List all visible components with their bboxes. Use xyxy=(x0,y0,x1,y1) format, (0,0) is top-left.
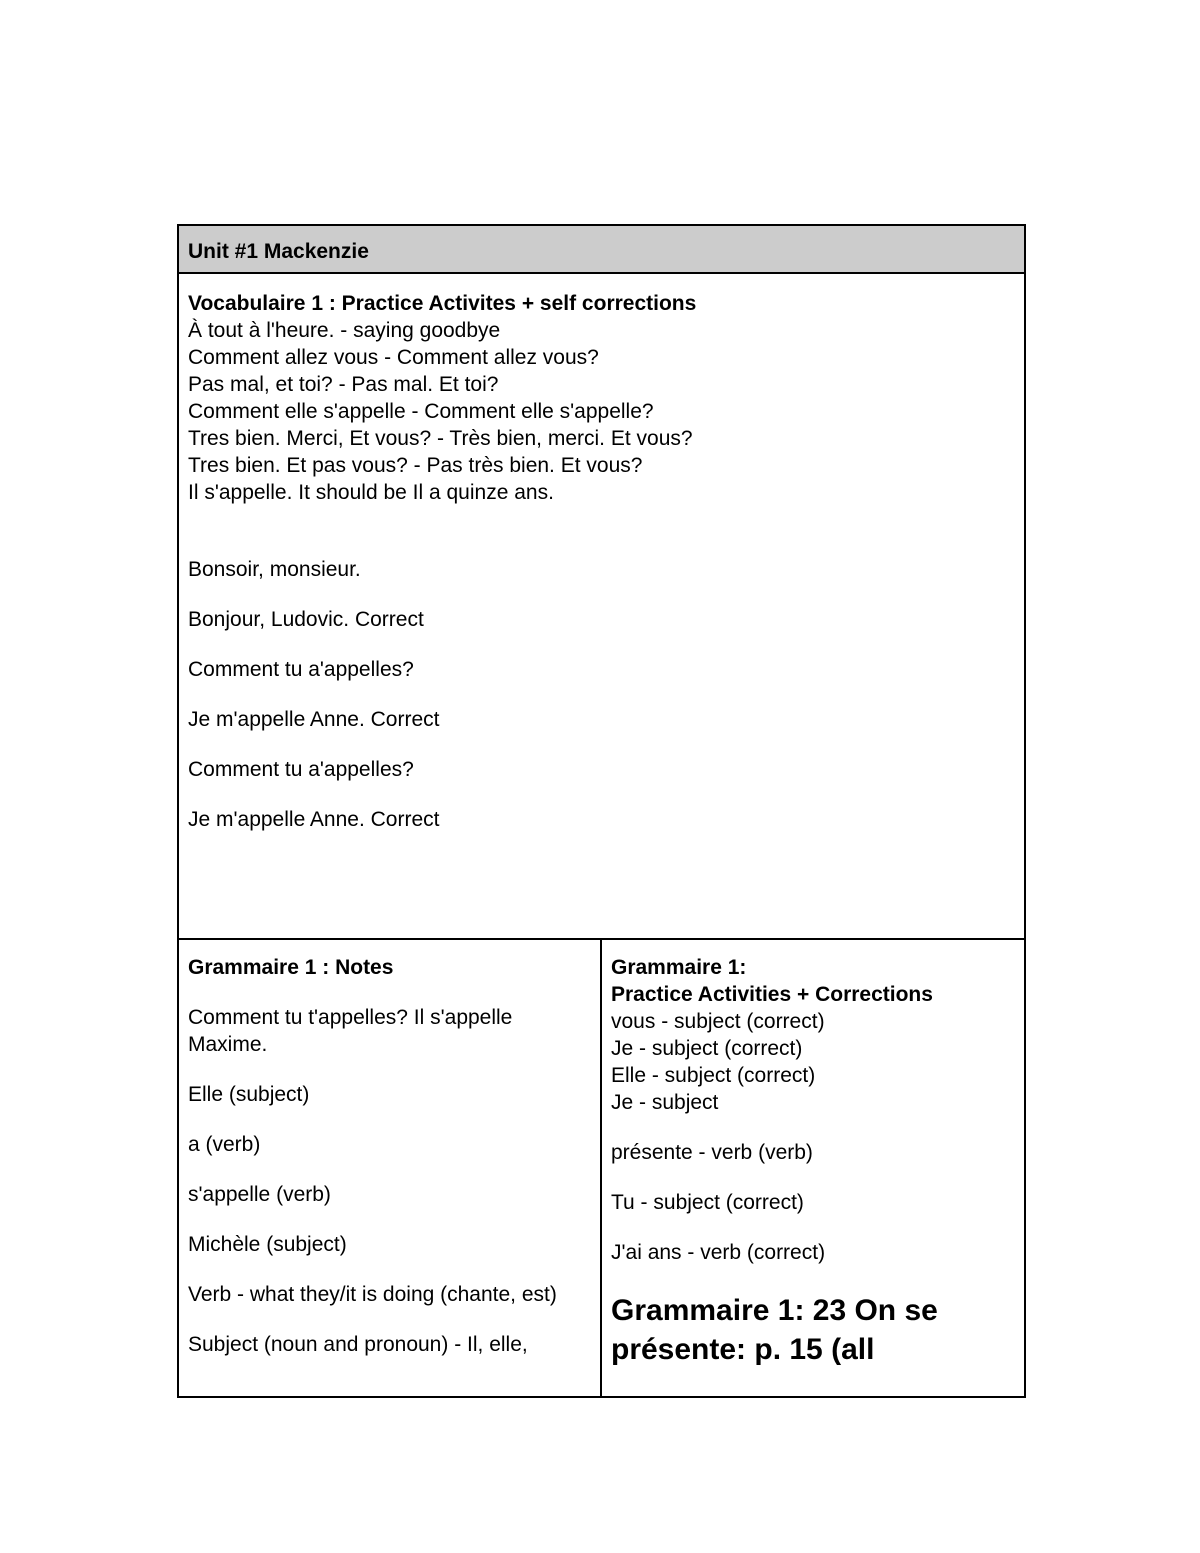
grammar-practice-paragraph: J'ai ans - verb (correct) xyxy=(611,1241,826,1264)
vocabulary-paragraph: Je m'appelle Anne. Correct xyxy=(188,708,440,731)
vocabulary-line: Tres bien. Et pas vous? - Pas très bien. Et vous? xyxy=(188,454,643,477)
document-table xyxy=(177,224,1026,1398)
grammar-exercise-heading: Grammaire 1: 23 On se xyxy=(611,1294,938,1327)
vocabulary-line: Il s'appelle. It should be Il a quinze ans. xyxy=(188,481,554,504)
vocabulary-line: Comment elle s'appelle - Comment elle s'appelle? xyxy=(188,400,654,423)
vocabulary-line: Comment allez vous - Comment allez vous? xyxy=(188,346,599,369)
grammar-notes-content xyxy=(188,954,583,1358)
grammar-practice-line: Je - subject xyxy=(611,1091,719,1114)
grammar-practice-paragraph: présente - verb (verb) xyxy=(611,1141,813,1164)
vocabulary-paragraph: Comment tu a'appelles? xyxy=(188,758,414,781)
grammar-notes-paragraph: Elle (subject) xyxy=(188,1083,310,1106)
vocabulary-line: À tout à l'heure. - saying goodbye xyxy=(188,319,501,342)
vocabulary-paragraph: Bonjour, Ludovic. Correct xyxy=(188,608,424,631)
grammar-notes-paragraph: s'appelle (verb) xyxy=(188,1183,331,1206)
vocabulary-paragraph: Je m'appelle Anne. Correct xyxy=(188,808,440,831)
vocabulary-content xyxy=(188,290,1014,833)
grammar-notes-paragraph: Comment tu t'appelles? Il s'appelle Maxime. xyxy=(188,1006,513,1056)
grammar-notes-paragraph: Michèle (subject) xyxy=(188,1233,347,1256)
grammar-notes-paragraph: Subject (noun and pronoun) - Il, elle, xyxy=(188,1333,528,1356)
grammar-notes-paragraph: Verb - what they/it is doing (chante, est) xyxy=(188,1283,557,1306)
grammar-practice-line: Je - subject (correct) xyxy=(611,1037,803,1060)
vocabulary-line: Tres bien. Merci, Et vous? - Très bien, merci. Et vous? xyxy=(188,427,693,450)
page-title: Unit #1 Mackenzie xyxy=(188,240,369,263)
vocabulary-paragraph: Comment tu a'appelles? xyxy=(188,658,414,681)
grammar-practice-content xyxy=(611,954,1011,1369)
vocabulary-cell xyxy=(179,274,1024,940)
grammar-notes-cell xyxy=(179,940,602,1396)
grammar-practice-subheading: Practice Activities + Corrections xyxy=(611,983,933,1006)
grammar-notes-heading: Grammaire 1 : Notes xyxy=(188,956,394,979)
grammar-notes-paragraph: a (verb) xyxy=(188,1133,261,1156)
vocabulary-paragraph: Bonsoir, monsieur. xyxy=(188,558,361,581)
grammar-exercise-heading-continued: présente: p. 15 (all xyxy=(611,1333,875,1366)
vocabulary-line: Pas mal, et toi? - Pas mal. Et toi? xyxy=(188,373,499,396)
grammar-practice-cell xyxy=(602,940,1024,1396)
grammar-practice-line: Elle - subject (correct) xyxy=(611,1064,816,1087)
vocabulary-heading: Vocabulaire 1 : Practice Activites + self corrections xyxy=(188,292,697,315)
grammar-practice-paragraph: Tu - subject (correct) xyxy=(611,1191,804,1214)
grammar-practice-line: vous - subject (correct) xyxy=(611,1010,825,1033)
table-header-row xyxy=(179,226,1024,274)
grammar-practice-heading: Grammaire 1: xyxy=(611,956,747,979)
